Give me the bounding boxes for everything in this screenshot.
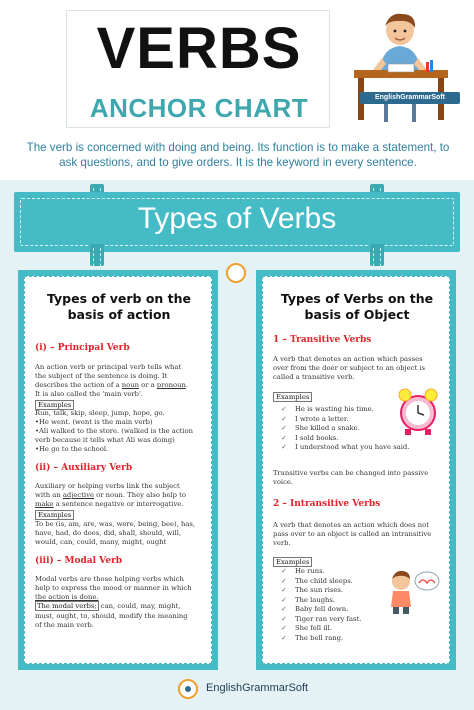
- panel-title-line2: basis of Object: [304, 307, 410, 322]
- intransitive-examples-list: [281, 567, 361, 643]
- page-subtitle: ANCHOR CHART: [89, 93, 309, 123]
- intro-text: The verb is concerned with doing and being. Its function is to make a statement, to ask questions, and to give orders. It is the keyword in every sentence.: [26, 141, 450, 169]
- text-line: •He go to the school.: [35, 445, 109, 453]
- section-auxiliary-verb: (ii) – Auxiliary Verb: [35, 463, 133, 473]
- text-line: •He went. (went is the main verb): [35, 418, 153, 426]
- title-box: [66, 10, 330, 128]
- text-line: verb because it tells what Ali was doing): [35, 436, 175, 444]
- panel-inner: [262, 276, 450, 664]
- list-item: ✓ The laughs.: [281, 595, 336, 604]
- text-line: over from the doer or subject to an object is: [273, 364, 426, 372]
- section-banner: [14, 192, 460, 252]
- list-item: ✓ The bell rang.: [281, 633, 344, 642]
- text-line: pass over to an object is called an intransitive: [273, 530, 432, 538]
- list-item: ✓ He is wasting his time.: [281, 405, 374, 413]
- text-line: help to express the mood or manner in which: [35, 584, 192, 592]
- banner-strap-right-lower: [370, 244, 384, 266]
- text-line: It is also called the 'main verb'.: [35, 390, 143, 398]
- examples-label: Examples: [273, 392, 312, 402]
- text-line: would, can, could, many, might, ought: [35, 538, 167, 546]
- examples-label: Examples: [35, 400, 74, 410]
- text-line: •Ali walked to the store. (walked is the action: [35, 427, 193, 435]
- brand-logo-icon: [226, 263, 246, 283]
- text-line: To be (is, am, are, was, were, being, bee), has,: [35, 520, 196, 528]
- text-line: Auxiliary or helping verbs link the subject: [35, 482, 180, 490]
- list-item: ✓ I sold books.: [281, 433, 339, 442]
- examples-label: Examples: [273, 557, 312, 567]
- alarm-clock-icon: [395, 385, 441, 437]
- text-line: the action is done.: [35, 593, 99, 601]
- panel-title-line1: Types of verb on the: [46, 291, 192, 306]
- text-line: must, ought, to, should, modify the meaning: [35, 612, 188, 620]
- banner-title: Types of Verbs: [137, 202, 337, 235]
- text-line: of the main verb.: [35, 621, 94, 629]
- text-line: A verb that denotes an action which passes: [273, 355, 423, 363]
- section-modal-verb: (iii) – Modal Verb: [35, 556, 123, 566]
- modal-verbs-label: The modal verbs;: [37, 602, 97, 610]
- text-line: verb.: [273, 539, 291, 547]
- transitive-examples-list: [281, 405, 409, 453]
- section-intransitive-verbs: 2 – Intransitive Verbs: [273, 499, 381, 509]
- list-item: ✓ Tiger ran very fast.: [281, 614, 362, 623]
- panel-title-line2: basis of action: [67, 307, 171, 322]
- section-principal-verb: (i) – Principal Verb: [35, 343, 130, 353]
- panel-title-line1: Types of Verbs on the: [280, 291, 434, 306]
- text-line: Run, talk, skip, sleep, jump, hope, go.: [35, 409, 165, 417]
- list-item: ✓ I wrote a letter.: [281, 414, 349, 423]
- list-item: ✓ She fell ill.: [281, 624, 332, 632]
- footer-logo-icon: [178, 679, 198, 699]
- banner-strap-left-lower: [90, 244, 104, 266]
- text-line: The modal verbs; can, could, may, might,: [37, 602, 181, 610]
- text-line: make a sentence negative or interrogative.: [35, 500, 184, 508]
- page-title: VERBS: [96, 16, 302, 81]
- text-line: Modal verbs are those helping verbs which: [35, 575, 184, 583]
- list-item: ✓ He runs.: [281, 567, 325, 575]
- footer-brand: EnglishGrammarSoft: [206, 682, 309, 694]
- list-item: ✓ I understood what you have said.: [281, 443, 410, 451]
- text-line: with an adjective or noun. They also help to: [35, 491, 186, 499]
- panel-action-verbs: [18, 270, 218, 670]
- section-transitive-verbs: 1 – Transitive Verbs: [273, 335, 372, 345]
- brand-badge: EnglishGrammarSoft: [360, 92, 460, 104]
- text-line: Transitive verbs can be changed into passive: [273, 469, 429, 477]
- panel-inner: [24, 276, 212, 664]
- text-line: have, had, do does, did, shall, should, will,: [35, 529, 182, 537]
- text-line: describes the action of a noun or a pronoun.: [35, 381, 188, 389]
- list-item: ✓ The sun rises.: [281, 586, 344, 594]
- list-item: ✓ Baby fell down.: [281, 605, 349, 613]
- examples-label: Examples: [35, 510, 74, 520]
- text-line: An action verb or principal verb tells what: [35, 363, 182, 371]
- running-boy-icon: [379, 567, 441, 615]
- text-line: the subject of the sentence is doing. It: [35, 372, 168, 380]
- list-item: ✓ The child sleeps.: [281, 576, 353, 585]
- student-illustration: [340, 8, 460, 128]
- panel-object-verbs: [256, 270, 456, 670]
- text-line: called a transitive verb.: [273, 373, 355, 381]
- text-line: voice.: [273, 478, 294, 486]
- list-item: ✓ She killed a snake.: [281, 424, 360, 432]
- text-line: A verb that denotes an action which does not: [273, 521, 430, 529]
